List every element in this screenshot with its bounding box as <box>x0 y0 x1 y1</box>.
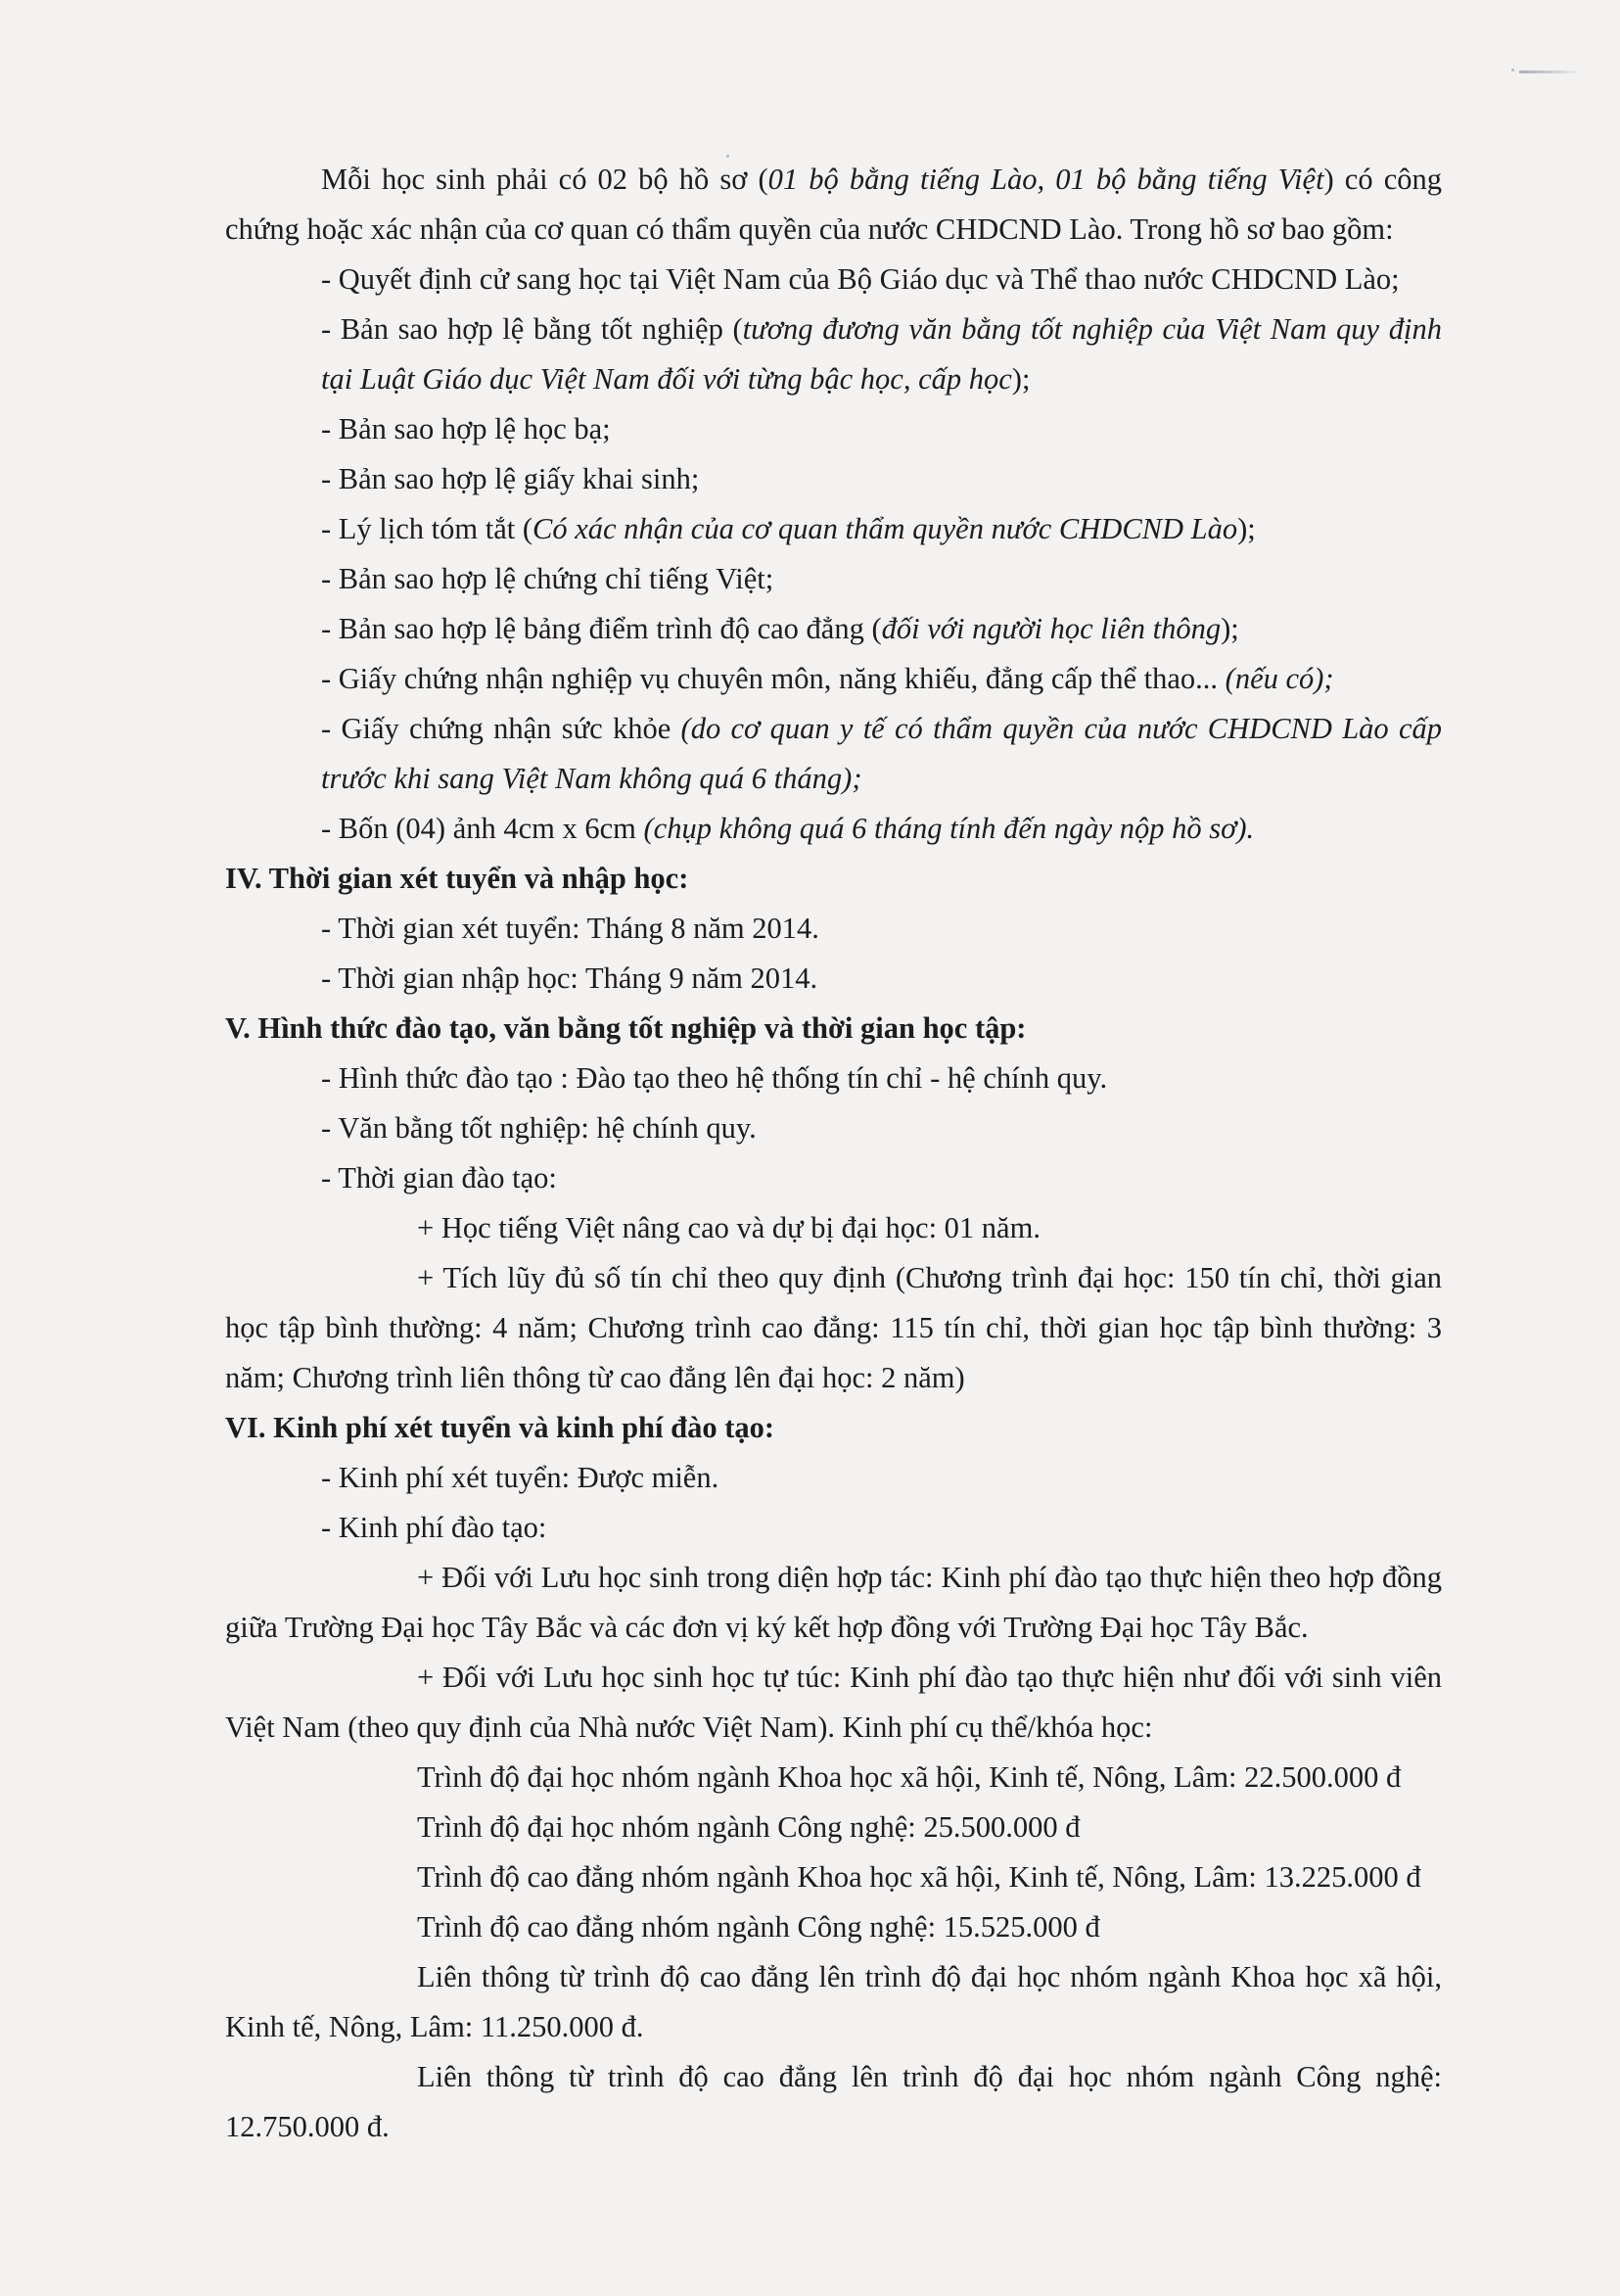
dossier-item-italic: (do cơ quan y tế có thẩm quyền của nước CHDCND Lào cấp trước khi sang Việt Nam không quá 6 tháng); <box>321 712 1442 795</box>
dossier-item-tail: ); <box>1221 612 1239 645</box>
fee-line: Trình độ cao đẳng nhóm ngành Khoa học xã hội, Kinh tế, Nông, Lâm: 13.225.000 đ <box>417 1860 1421 1894</box>
dossier-item-text: - Bản sao hợp lệ học bạ; <box>321 412 611 445</box>
dossier-item-text: - Bản sao hợp lệ giấy khai sinh; <box>321 462 700 495</box>
dossier-item <box>225 454 1442 504</box>
dossier-item <box>225 804 1442 854</box>
training-item: - Văn bằng tốt nghiệp: hệ chính quy. <box>321 1111 757 1145</box>
dossier-item-text: - Bản sao hợp lệ chứng chỉ tiếng Việt; <box>321 562 774 595</box>
training-item: - Hình thức đào tạo : Đào tạo theo hệ thống tín chỉ - hệ chính quy. <box>321 1061 1108 1095</box>
section-heading: V. Hình thức đào tạo, văn bằng tốt nghiệp và thời gian học tập: <box>225 1011 1027 1045</box>
dossier-item-text: - Bản sao hợp lệ bảng điểm trình độ cao đẳng ( <box>321 612 882 645</box>
training-item: - Thời gian đào tạo: <box>321 1161 557 1195</box>
dossier-item-italic: (chụp không quá 6 tháng tính đến ngày nộp hồ sơ). <box>643 812 1255 845</box>
document-body <box>225 155 1442 2152</box>
dossier-item-italic: Có xác nhận của cơ quan thẩm quyền nước CHDCND Lào <box>532 512 1238 545</box>
fee-bridge: Liên thông từ trình độ cao đẳng lên trình độ đại học nhóm ngành Khoa học xã hội, Kinh tế, Nông, Lâm: 11.250.000 đ. <box>225 1960 1442 2043</box>
dossier-item <box>225 554 1442 604</box>
section-heading: VI. Kinh phí xét tuyển và kinh phí đào tạo: <box>225 1411 775 1444</box>
dossier-item-text: - Giấy chứng nhận nghiệp vụ chuyên môn, năng khiếu, đẳng cấp thể thao... <box>321 662 1226 695</box>
fee-bridge: Liên thông từ trình độ cao đẳng lên trình độ đại học nhóm ngành Công nghệ: 12.750.000 đ. <box>225 2060 1442 2143</box>
dossier-item <box>225 255 1442 305</box>
intro-text: Mỗi học sinh phải có 02 bộ hồ sơ ( <box>321 163 768 196</box>
intro-italic: 01 bộ bằng tiếng Lào, 01 bộ bằng tiếng Việt <box>767 163 1324 196</box>
fee-item: - Kinh phí đào tạo: <box>321 1511 547 1544</box>
fee-self-funded: + Đối với Lưu học sinh học tự túc: Kinh phí đào tạo thực hiện như đối với sinh viên Việt Nam (theo quy định của Nhà nước Việt Nam). Kinh phí cụ thể/khóa học: <box>225 1661 1442 1744</box>
dossier-item-text: - Giấy chứng nhận sức khỏe <box>321 712 681 745</box>
training-subitem: + Tích lũy đủ số tín chỉ theo quy định (Chương trình đại học: 150 tín chỉ, thời gian học tập bình thường: 4 năm; Chương trình cao đẳng: 115 tín chỉ, thời gian học tập bình thường: 3 năm; Chương trình liên thông từ cao đẳng lên đại học: 2 năm) <box>225 1261 1442 1394</box>
dossier-item-text: - Bốn (04) ảnh 4cm x 6cm <box>321 812 644 845</box>
intro-paragraph <box>225 155 1442 255</box>
dossier-item-italic: tương đương văn bằng tốt nghiệp của Việt Nam quy định tại Luật Giáo dục Việt Nam đối với từng bậc học, cấp học <box>321 312 1442 396</box>
schedule-item: - Thời gian nhập học: Tháng 9 năm 2014. <box>321 961 818 995</box>
intro-text: ) có công chứng hoặc xác nhận của cơ quan có thẩm quyền của nước CHDCND Lào. Trong hồ sơ bao gồm: <box>225 163 1442 246</box>
dossier-item <box>225 305 1442 404</box>
dossier-item <box>225 704 1442 804</box>
fee-line: Trình độ cao đẳng nhóm ngành Công nghệ: 15.525.000 đ <box>417 1910 1100 1944</box>
fee-line: Trình độ đại học nhóm ngành Công nghệ: 25.500.000 đ <box>417 1810 1081 1844</box>
dossier-item-tail: ); <box>1237 512 1256 545</box>
dossier-item-text: - Bản sao hợp lệ bằng tốt nghiệp ( <box>321 312 743 346</box>
scan-artifact <box>1519 70 1582 73</box>
training-subitem: + Học tiếng Việt nâng cao và dự bị đại học: 01 năm. <box>417 1211 1041 1244</box>
fee-cooperation: + Đối với Lưu học sinh trong diện hợp tác: Kinh phí đào tạo thực hiện theo hợp đồng giữa Trường Đại học Tây Bắc và các đơn vị ký kết hợp đồng với Trường Đại học Tây Bắc. <box>225 1561 1442 1644</box>
section-heading: IV. Thời gian xét tuyển và nhập học: <box>225 862 689 895</box>
dossier-item-italic: đối với người học liên thông <box>881 612 1222 645</box>
dossier-item-italic: (nếu có); <box>1225 662 1334 695</box>
dossier-item-text: - Lý lịch tóm tắt ( <box>321 512 532 545</box>
dossier-item <box>225 504 1442 554</box>
dossier-item <box>225 404 1442 454</box>
dossier-item <box>225 654 1442 704</box>
dossier-item <box>225 604 1442 654</box>
dossier-item-tail: ); <box>1011 362 1031 396</box>
dossier-item-text: - Quyết định cử sang học tại Việt Nam của Bộ Giáo dục và Thể thao nước CHDCND Lào; <box>321 262 1400 296</box>
schedule-item: - Thời gian xét tuyển: Tháng 8 năm 2014. <box>321 912 819 945</box>
fee-item: - Kinh phí xét tuyển: Được miễn. <box>321 1461 719 1494</box>
fee-line: Trình độ đại học nhóm ngành Khoa học xã hội, Kinh tế, Nông, Lâm: 22.500.000 đ <box>417 1760 1402 1794</box>
scan-artifact-dot <box>1511 69 1514 71</box>
